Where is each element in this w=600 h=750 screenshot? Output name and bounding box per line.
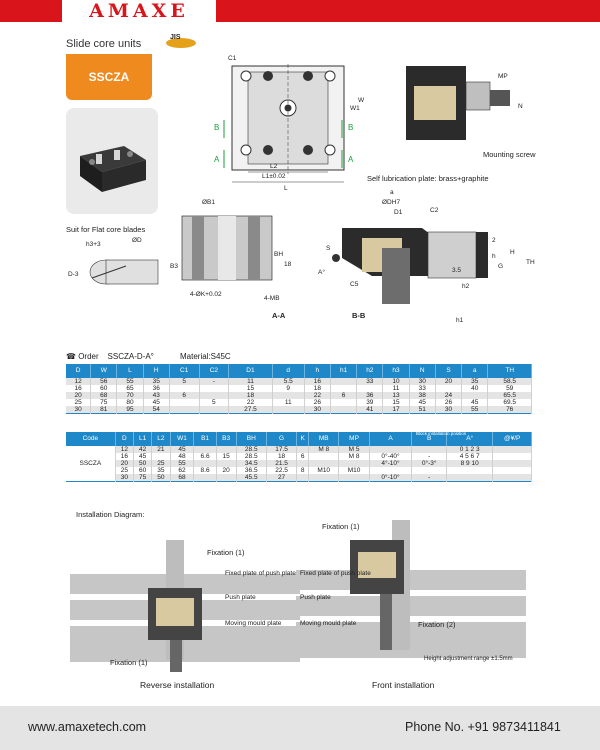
svg-text:h3+3: h3+3	[86, 241, 101, 248]
phone-number: Phone No. +91 9873411841	[405, 720, 561, 734]
table1-cell	[272, 406, 304, 414]
table2-cell	[297, 446, 309, 454]
svg-text:2: 2	[492, 237, 496, 244]
svg-text:ØD: ØD	[132, 237, 142, 244]
reverse-fixation-1-bottom: Fixation (1)	[110, 658, 148, 667]
table2-cell: 21.5	[266, 460, 296, 467]
product-code-tab	[66, 54, 152, 100]
table2-cell	[297, 474, 309, 482]
table1-cell	[330, 406, 356, 414]
reverse-moving-plate-label: Moving mould plate	[225, 620, 282, 627]
table1-header-cell: a	[462, 364, 488, 378]
table2-cell: 35	[152, 467, 170, 474]
svg-text:TH: TH	[526, 259, 535, 266]
table1-row	[66, 385, 532, 392]
table2-cell: 8	[297, 467, 309, 474]
table2-cell	[412, 467, 447, 474]
table2-cell: M 5	[339, 446, 369, 454]
svg-text:B: B	[348, 123, 354, 132]
table2-cell: M10	[339, 467, 369, 474]
table1-cell: 65	[117, 385, 143, 392]
table2-cell: 8 9 10	[446, 460, 492, 467]
table1-cell	[169, 385, 199, 392]
table2-header-cell: L2	[152, 432, 170, 446]
front-push-plate-label: Push plate	[300, 594, 331, 601]
table2-cell	[412, 446, 447, 454]
table2-cell: 12	[115, 446, 133, 454]
table1-header-row	[66, 364, 532, 378]
table2-cell: 4 5 6 7	[446, 453, 492, 460]
table1-cell: 15	[383, 399, 409, 406]
svg-text:D-3: D-3	[68, 271, 79, 278]
table1-cell: 6	[330, 392, 356, 399]
table1-cell: 45	[143, 399, 169, 406]
svg-text:ØDH7: ØDH7	[382, 199, 401, 206]
section-aa-label: A-A	[272, 311, 286, 320]
table1-cell: 70	[117, 392, 143, 399]
table1-cell: 36	[143, 385, 169, 392]
table2-cell: 50	[152, 474, 170, 482]
table1-cell: 80	[117, 399, 143, 406]
table1-cell	[199, 385, 229, 392]
order-line	[66, 352, 154, 361]
table1-cell	[199, 406, 229, 414]
table2-cell: 0°-10°	[369, 474, 412, 482]
table2-cell: 0°-40°	[369, 453, 412, 460]
reverse-push-plate-label: Push plate	[225, 594, 256, 601]
table1-cell	[330, 399, 356, 406]
table2-cell: 22.5	[266, 467, 296, 474]
table2-cell: 42	[134, 446, 152, 454]
table1-cell: 24	[435, 392, 461, 399]
height-adjustment-label: Height adjustment range ±1.5mm	[424, 656, 513, 662]
table2-row	[66, 453, 532, 460]
svg-text:N: N	[518, 103, 523, 110]
table2-header-cell: D	[115, 432, 133, 446]
svg-text:a: a	[390, 189, 394, 196]
reverse-installation-drawing	[70, 530, 300, 690]
jis-badge-label: JIS	[170, 34, 181, 41]
table1-cell: 81	[91, 406, 117, 414]
phone-icon: ☎	[66, 352, 76, 361]
table1-cell: 68	[91, 392, 117, 399]
logo-text: AMAXE	[89, 0, 189, 22]
table2-cell: M10	[309, 467, 339, 474]
table1-cell: 75	[91, 399, 117, 406]
table1-cell: 58.5	[488, 378, 532, 386]
table1-cell: 6	[169, 392, 199, 399]
installation-table	[66, 432, 532, 482]
table1-header-cell: D	[66, 364, 91, 378]
table2-cell	[339, 460, 369, 467]
table1-cell: 38	[409, 392, 435, 399]
table1-header-cell: h2	[357, 364, 383, 378]
table1-header-cell: D1	[229, 364, 273, 378]
table1-cell: 55	[117, 378, 143, 386]
svg-text:D1: D1	[394, 209, 403, 216]
table2-cell	[194, 446, 216, 454]
table2-cell: 45	[134, 453, 152, 460]
front-fixation-1: Fixation (1)	[322, 522, 360, 531]
svg-text:ØB1: ØB1	[202, 199, 216, 206]
table1-cell: 59	[488, 385, 532, 392]
table1-row	[66, 392, 532, 399]
table2-cell: 34.5	[236, 460, 266, 467]
table2-cell: 0 1 2 3	[446, 446, 492, 454]
svg-text:W1: W1	[350, 105, 360, 112]
table2-cell	[216, 474, 236, 482]
table1-cell: 22	[229, 399, 273, 406]
table2-header-cell: MB	[309, 432, 339, 446]
table2-cell: 30	[115, 474, 133, 482]
table1-cell: 33	[409, 385, 435, 392]
table1-cell: 16	[66, 385, 91, 392]
table2-cell	[194, 460, 216, 467]
svg-text:h2: h2	[462, 283, 470, 290]
table1-cell: -	[199, 378, 229, 386]
table1-cell: 51	[409, 406, 435, 414]
svg-text:4-ØK+0.02: 4-ØK+0.02	[190, 291, 222, 298]
svg-text:W: W	[358, 97, 365, 104]
svg-text:4-MB: 4-MB	[264, 295, 280, 302]
table1-header-cell: H	[143, 364, 169, 378]
table1-cell	[462, 392, 488, 399]
table2-header-cell: BH	[236, 432, 266, 446]
table1-cell: 26	[435, 399, 461, 406]
table1-cell: 20	[66, 392, 91, 399]
table2-row	[66, 446, 532, 454]
table2-cell: 25	[115, 467, 133, 474]
table2-cell	[152, 453, 170, 460]
table2-cell	[493, 453, 532, 460]
table2-cell: 50	[134, 460, 152, 467]
table1-cell: 30	[304, 406, 330, 414]
svg-text:L2: L2	[270, 163, 278, 170]
table1-cell: 18	[304, 385, 330, 392]
table2-cell: -	[412, 453, 447, 460]
table1-row	[66, 378, 532, 386]
table1-cell: 95	[117, 406, 143, 414]
front-moving-plate-label: Moving mould plate	[300, 620, 357, 627]
svg-text:BH: BH	[274, 251, 284, 258]
table2-header-cell: @¥/P	[493, 432, 532, 446]
table1-cell: 65.5	[488, 392, 532, 399]
table1-cell: 22	[304, 392, 330, 399]
table2-cell	[493, 460, 532, 467]
table1-cell	[357, 385, 383, 392]
table2-cell: 28.5	[236, 453, 266, 460]
table2-header-cell: B1	[194, 432, 216, 446]
svg-text:h: h	[492, 253, 496, 260]
table1-cell: 20	[435, 378, 461, 386]
table1-cell: 30	[435, 406, 461, 414]
table2-cell: 4°-10°	[369, 460, 412, 467]
table1-cell: 54	[143, 406, 169, 414]
svg-text:S: S	[326, 245, 331, 252]
table2-cell: 28.5	[236, 446, 266, 454]
table1-cell	[435, 385, 461, 392]
table1-cell: 30	[66, 406, 91, 414]
table2-header-cell: K	[297, 432, 309, 446]
svg-text:B3: B3	[170, 263, 178, 270]
svg-text:G: G	[498, 263, 504, 270]
table2-header-cell: B	[412, 432, 447, 446]
table1-cell: 5	[199, 399, 229, 406]
product-code: SSCZA	[88, 70, 130, 84]
installation-diagram-title: Installation Diagram:	[76, 510, 145, 519]
svg-text:L1±0.02: L1±0.02	[262, 173, 286, 180]
table2-cell	[194, 474, 216, 482]
table2-cell	[339, 474, 369, 482]
table1-cell: 12	[66, 378, 91, 386]
table2-cell	[493, 474, 532, 482]
reverse-fixation-1-top: Fixation (1)	[207, 548, 245, 557]
table1-cell	[330, 385, 356, 392]
table1-cell: 26	[304, 399, 330, 406]
table1-cell: 45	[409, 399, 435, 406]
material-label: Material:S45C	[180, 352, 231, 361]
table1-cell: 35	[462, 378, 488, 386]
position-header: Block installation position	[416, 431, 467, 436]
front-fixed-plate-label: Fixed plate of push plate	[300, 570, 371, 577]
table1-cell: 43	[143, 392, 169, 399]
table1-cell: 5.5	[272, 378, 304, 386]
section-bb-label: B-B	[352, 311, 366, 320]
svg-text:L: L	[284, 185, 288, 192]
table1-header-cell: h1	[330, 364, 356, 378]
website-link[interactable]: www.amaxetech.com	[28, 720, 147, 734]
table1-header-cell: h3	[383, 364, 409, 378]
table1-cell: 33	[357, 378, 383, 386]
section-bb-drawing	[312, 188, 540, 328]
table1-cell	[272, 392, 304, 399]
table2-cell: M 8	[309, 446, 339, 454]
table1-header-cell: N	[409, 364, 435, 378]
table2-cell	[493, 467, 532, 474]
table1-cell: 55	[462, 406, 488, 414]
table1-cell: 45	[462, 399, 488, 406]
table2-cell	[216, 460, 236, 467]
table2-cell	[493, 446, 532, 454]
table1-cell: 25	[66, 399, 91, 406]
svg-text:18: 18	[284, 261, 292, 268]
table2-cell: 18	[266, 453, 296, 460]
table2-header-cell: W1	[170, 432, 194, 446]
table2-cell: 0°-3°	[412, 460, 447, 467]
table2-cell: 62	[170, 467, 194, 474]
table2-cell: 21	[152, 446, 170, 454]
table1-header-cell: W	[91, 364, 117, 378]
table2-cell	[446, 467, 492, 474]
table1-cell: 9	[272, 385, 304, 392]
table2-cell: 6	[297, 453, 309, 460]
table1-cell: 41	[357, 406, 383, 414]
table2-cell	[309, 460, 339, 467]
table1-row	[66, 406, 532, 414]
table1-cell: 36	[357, 392, 383, 399]
table1-header-cell: S	[435, 364, 461, 378]
table2-cell: 36.5	[236, 467, 266, 474]
svg-text:h1: h1	[456, 317, 464, 324]
table2-row	[66, 467, 532, 474]
table2-cell	[309, 474, 339, 482]
table2-row	[66, 474, 532, 482]
table2-cell	[369, 467, 412, 474]
table1-header-cell: TH	[488, 364, 532, 378]
table2-cell: 20	[115, 460, 133, 467]
reverse-installation-label: Reverse installation	[140, 680, 215, 690]
table2-cell: 20	[216, 467, 236, 474]
table2-cell: 27	[266, 474, 296, 482]
table2-cell	[446, 474, 492, 482]
table1-cell: 27.5	[229, 406, 273, 414]
table2-header-cell: A°	[446, 432, 492, 446]
table2-cell: 8.6	[194, 467, 216, 474]
svg-text:C1: C1	[228, 55, 237, 62]
product-title: Slide core units	[66, 38, 142, 50]
order-code: SSCZA-D-A°	[107, 352, 154, 361]
table1-cell: 69.5	[488, 399, 532, 406]
table1-cell: 11	[383, 385, 409, 392]
table1-cell: 15	[229, 385, 273, 392]
table2-cell: 68	[170, 474, 194, 482]
table1-cell: 40	[462, 385, 488, 392]
table1-cell: 17	[383, 406, 409, 414]
table1-header-cell: h	[304, 364, 330, 378]
table1-header-cell: C1	[169, 364, 199, 378]
svg-text:H: H	[510, 249, 515, 256]
table2-cell	[369, 446, 412, 454]
svg-text:A°: A°	[318, 269, 325, 276]
slide-core-unit-image	[66, 108, 158, 214]
table2-cell: 15	[216, 453, 236, 460]
flat-core-blade-drawing	[66, 232, 166, 292]
table1-cell: 39	[357, 399, 383, 406]
table2-header-cell: MP	[339, 432, 369, 446]
table1-cell: 11	[229, 378, 273, 386]
table2-cell: 55	[170, 460, 194, 467]
top-view-drawing	[210, 50, 365, 200]
table1-header-cell: L	[117, 364, 143, 378]
table2-cell: 48	[170, 453, 194, 460]
table1-cell: 11	[272, 399, 304, 406]
table1-cell	[330, 378, 356, 386]
table2-cell: M 8	[339, 453, 369, 460]
table2-row	[66, 460, 532, 467]
table2-cell: 16	[115, 453, 133, 460]
table1-cell: 76	[488, 406, 532, 414]
table2-cell: -	[412, 474, 447, 482]
svg-text:A: A	[214, 155, 220, 164]
table2-code-cell: SSCZA	[66, 446, 115, 482]
table2-cell	[309, 453, 339, 460]
front-fixation-2: Fixation (2)	[418, 620, 456, 629]
table1-header-cell: d	[272, 364, 304, 378]
table1-cell: 56	[91, 378, 117, 386]
table1-cell: 18	[229, 392, 273, 399]
table1-cell: 10	[383, 378, 409, 386]
mounting-screw-label: Mounting screw	[483, 150, 536, 159]
suit-for-label: Suit for Flat core blades	[66, 225, 146, 234]
front-installation-label: Front installation	[372, 680, 435, 690]
table2-header-cell: L1	[134, 432, 152, 446]
table2-header-cell: A	[369, 432, 412, 446]
table1-cell: 16	[304, 378, 330, 386]
table2-cell	[297, 460, 309, 467]
table2-cell: 6.6	[194, 453, 216, 460]
table2-cell: 25	[152, 460, 170, 467]
table2-header-cell: B3	[216, 432, 236, 446]
table1-cell: 35	[143, 378, 169, 386]
table2-cell: 45.5	[236, 474, 266, 482]
table1-cell: 60	[91, 385, 117, 392]
svg-text:C2: C2	[430, 207, 439, 214]
side-view-drawing	[400, 62, 540, 158]
table1-cell: 13	[383, 392, 409, 399]
lubrication-plate-label: Self lubrication plate: brass+graphite	[367, 174, 489, 183]
table1-cell	[169, 406, 199, 414]
dimensions-table	[66, 364, 532, 414]
svg-text:C5: C5	[350, 281, 359, 288]
table1-cell: 5	[169, 378, 199, 386]
product-photo	[66, 108, 158, 214]
table1-row	[66, 399, 532, 406]
table2-header-cell: Code	[66, 432, 115, 446]
table2-cell: 17.5	[266, 446, 296, 454]
reverse-fixed-plate-label: Fixed plate of push plate	[225, 570, 296, 577]
table1-cell	[199, 392, 229, 399]
table1-cell: 30	[409, 378, 435, 386]
table2-cell	[216, 446, 236, 454]
order-label: Order	[78, 352, 99, 361]
table2-cell: 75	[134, 474, 152, 482]
table2-cell: 60	[134, 467, 152, 474]
svg-text:A: A	[348, 155, 354, 164]
svg-text:MP: MP	[498, 73, 508, 80]
svg-text:B: B	[214, 123, 220, 132]
table2-cell: 45	[170, 446, 194, 454]
section-aa-drawing	[168, 196, 298, 314]
svg-text:3.5: 3.5	[452, 267, 462, 274]
brand-logo	[62, 0, 216, 22]
table2-header-cell: G	[266, 432, 296, 446]
table1-cell	[169, 399, 199, 406]
table1-header-cell: C2	[199, 364, 229, 378]
